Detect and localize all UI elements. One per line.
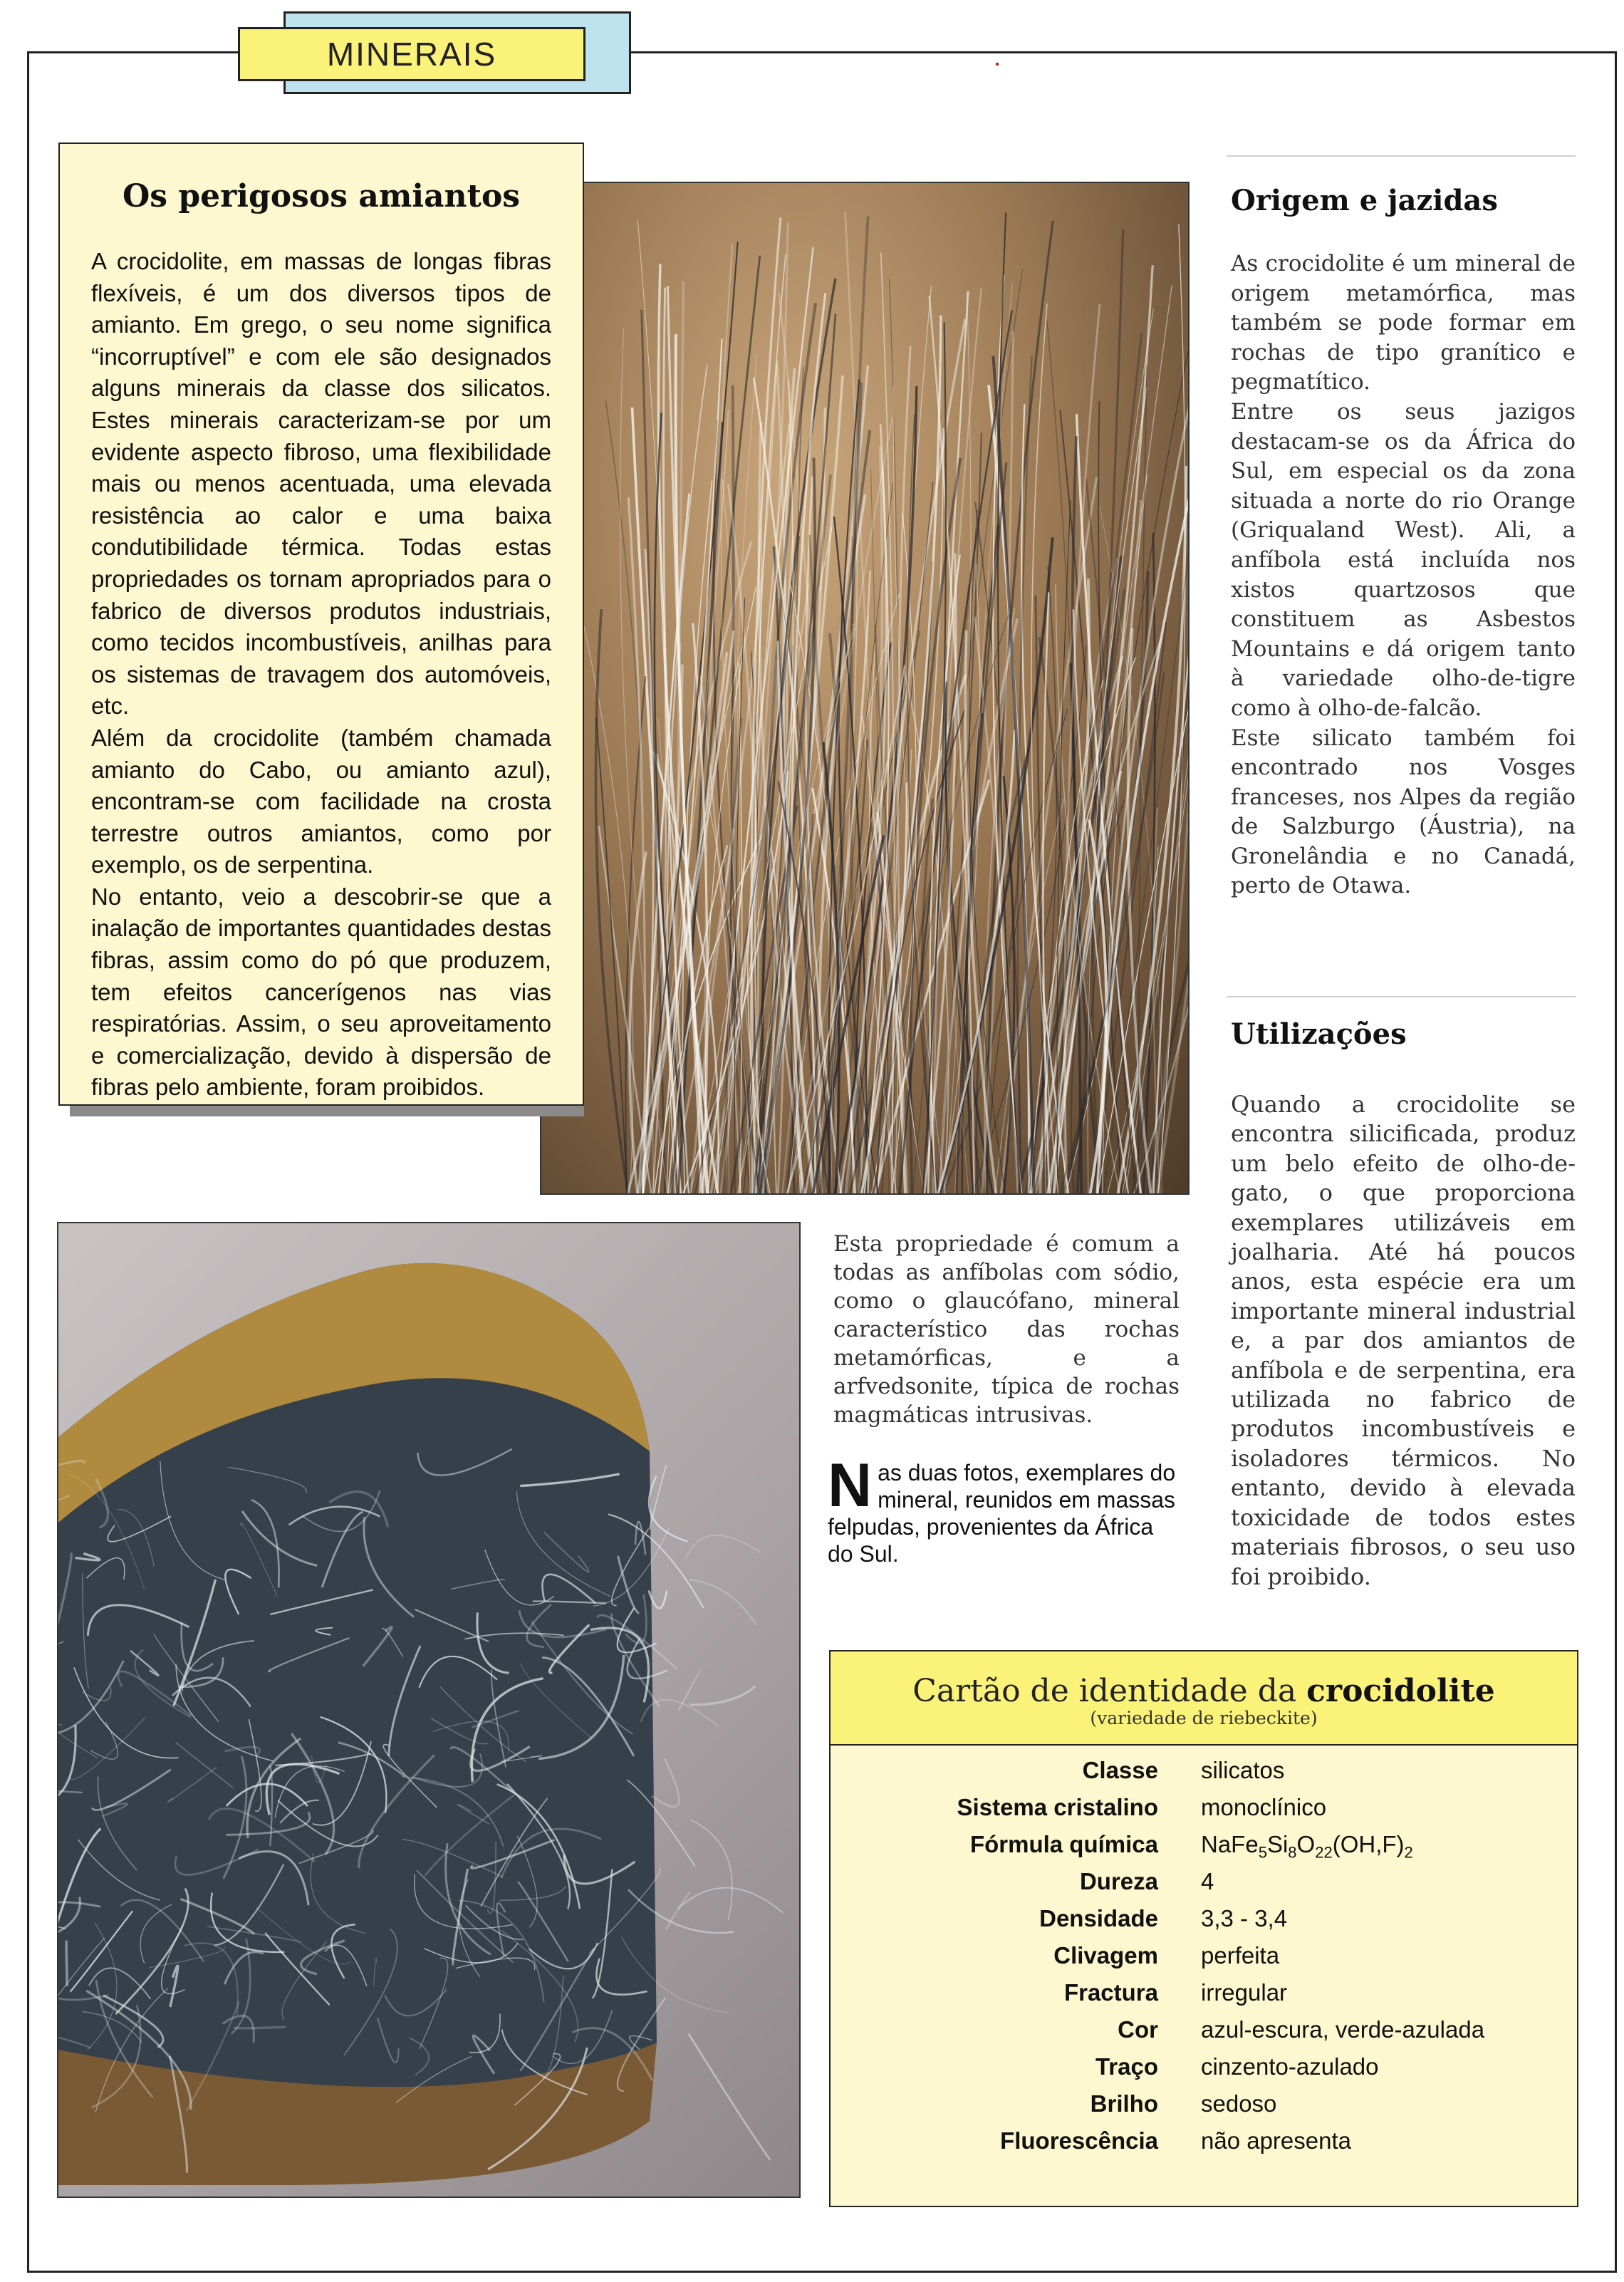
divider <box>1227 996 1576 997</box>
middle-paragraph: Esta propriedade é comum a todas as anfíbolas com sódio, como o glaucófano, mineral característico das rochas metamórficas, e a arfvedsonite, típica de rochas magmáticas intrusivas. <box>833 1231 1180 1428</box>
identity-card-row <box>831 2127 1577 2164</box>
identity-card-row <box>831 1868 1577 1905</box>
identity-card-value: 4 <box>1201 1868 1214 1894</box>
identity-card-value: monoclínico <box>1201 1794 1327 1820</box>
section-tab <box>238 27 585 81</box>
divider <box>1227 155 1576 157</box>
identity-card-row <box>831 2016 1577 2053</box>
identity-card-subtitle: (variedade de riebeckite) <box>1090 1708 1318 1728</box>
identity-card-label: Fórmula química <box>969 1831 1158 1857</box>
sidebar-box <box>58 142 584 1106</box>
origin-paragraph: Entre os seus jazigos destacam-se os da África do Sul, em especial os da zona situada a norte do rio Orange (Griqualand West). Ali, a anfíbola está incluída nos xistos quartzosos que constituem as Asbestos Mountains e dá origem tanto à variedade olho-de-tigre como à olho-de-falcão. <box>1231 398 1576 721</box>
identity-card-label: Cor <box>1118 2016 1158 2043</box>
identity-card-label: Clivagem <box>1053 1942 1158 1969</box>
identity-card-value: perfeita <box>1201 1942 1280 1969</box>
identity-card-row <box>831 1831 1577 1868</box>
identity-card-value: não apresenta <box>1201 2127 1352 2154</box>
origin-heading: Origem e jazidas <box>1231 184 1498 217</box>
identity-card-title-prefix: Cartão de identidade da <box>912 1673 1297 1709</box>
fiber-strand <box>690 1686 756 1705</box>
middle-text <box>833 1230 1180 1429</box>
caption-text: as duas fotos, exemplares do mineral, reunidos em massas felpudas, provenientes da África do Sul. <box>828 1460 1176 1567</box>
identity-card-value: cinzento-azulado <box>1201 2053 1379 2080</box>
caption-drop-cap: N <box>828 1451 873 1520</box>
identity-card-value: silicatos <box>1201 1757 1285 1783</box>
fiber-strand <box>849 561 932 1195</box>
origin-paragraph: As crocidolite é um mineral de origem metamórfica, mas também se pode formar em rochas de tipo granítico e pegmatítico. <box>1231 251 1576 395</box>
fiber-strand <box>1004 776 1014 1195</box>
print-mark <box>996 63 999 66</box>
sidebar-paragraph: No entanto, veio a descobrir-se que a inalação de importantes quantidades destas fibras, assim como do pó que produzem, tem efeitos cancerígenos nas vias respiratórias. Assim, o seu aproveitamento e comercialização, devido à dispersão de fibras pelo ambiente, foram proibidos. <box>91 883 551 1101</box>
identity-card-title <box>831 1651 1577 1709</box>
sidebar-body <box>91 246 551 1104</box>
fiber-strand <box>686 1535 761 1559</box>
sidebar-paragraph: Além da crocidolite (também chamada amianto do Cabo, ou amianto azul), encontram-se com facilidade na crosta terrestre outros amiantos, como por exemplo, os de serpentina. <box>91 724 551 878</box>
sidebar-title: Os perigosos amiantos <box>122 178 521 214</box>
sidebar-paragraph: A crocidolite, em massas de longas fibras flexíveis, é um dos diversos tipos de amianto. Em grego, o seu nome significa “incorruptível” e com ele são designados alguns minerais da classe dos silicatos. Estes minerais caracterizam-se por um evidente aspecto fibroso, uma flexibilidade mais ou menos acentuada, uma elevada resistência ao calor e uma baixa condutibilidade térmica. Todas estas propriedades os tornam apropriados para o fabrico de diversos produtos industriais, como tecidos incombustíveis, anilhas para os sistemas de travagem dos automóveis, etc. <box>91 248 551 720</box>
identity-card-value: $NaFe_5Si_8O_{22}(OH,F)_2$ <box>1201 1831 1413 1862</box>
origin-body <box>1231 249 1576 901</box>
origin-paragraph: Este silicato também foi encontrado nos Vosges franceses, nos Alpes da região de Salzburgo (Áustria), na Gronelândia e no Canadá, perto de Otawa. <box>1231 725 1576 899</box>
photo-fibrous-crocidolite <box>540 182 1190 1195</box>
fiber-strand <box>652 1758 679 1807</box>
identity-card-row <box>831 2090 1577 2127</box>
identity-card-value: azul-escura, verde-azulada <box>1201 2016 1485 2043</box>
identity-card-label: Fractura <box>1063 1979 1158 2006</box>
uses-paragraph: Quando a crocidolite se encontra silicificada, produz um belo efeito de olho-de-gato, o que proporciona exemplares utilizáveis em joalharia. Até há poucos anos, esta espécie era um importante mineral industrial e, a par dos amiantos de anfíbola e de serpentina, era utilizada no fabrico de produtos incombustíveis e isoladores térmicos. No entanto, devido à elevada toxicidade de todos estes materiais fibrosos, o seu uso foi proibido. <box>1231 1091 1576 1590</box>
identity-card-label: Sistema cristalino <box>957 1794 1158 1820</box>
fiber-strand <box>690 1820 732 1920</box>
identity-card-value: sedoso <box>1201 2090 1277 2117</box>
identity-card-value: 3,3 - 3,4 <box>1201 1905 1288 1931</box>
identity-card-label: Densidade <box>1039 1905 1158 1931</box>
identity-card-row <box>831 1794 1577 1831</box>
fiber-strand <box>234 2027 286 2028</box>
fiber-strand <box>689 2034 771 2160</box>
identity-card-label: Traço <box>1095 2053 1158 2080</box>
uses-heading: Utilizações <box>1231 1017 1407 1051</box>
fiber-strand <box>66 1941 67 1986</box>
identity-card-label: Brilho <box>1090 2090 1158 2117</box>
fiber-texture-image <box>541 183 1190 1195</box>
identity-card-rows <box>831 1757 1577 2199</box>
photo-caption <box>828 1451 1177 1567</box>
identity-card-row <box>831 1979 1577 2016</box>
rock-specimen-image <box>58 1223 801 2198</box>
identity-card-row <box>831 1942 1577 1979</box>
identity-card-title-mineral: crocidolite <box>1306 1673 1495 1709</box>
identity-card-row <box>831 2053 1577 2090</box>
section-label: MINERAIS <box>326 36 497 73</box>
identity-card-label: Fluorescência <box>1000 2127 1158 2154</box>
fiber-strand <box>650 1466 666 1529</box>
identity-card <box>829 1650 1578 2207</box>
identity-card-header <box>831 1651 1577 1746</box>
identity-card-label: Dureza <box>1079 1868 1158 1894</box>
identity-card-value: irregular <box>1201 1979 1288 2006</box>
photo-rock-specimen <box>57 1222 801 2198</box>
uses-body <box>1231 1090 1576 1592</box>
identity-card-row <box>831 1757 1577 1794</box>
identity-card-label: Classe <box>1082 1757 1158 1783</box>
identity-card-row <box>831 1905 1577 1942</box>
